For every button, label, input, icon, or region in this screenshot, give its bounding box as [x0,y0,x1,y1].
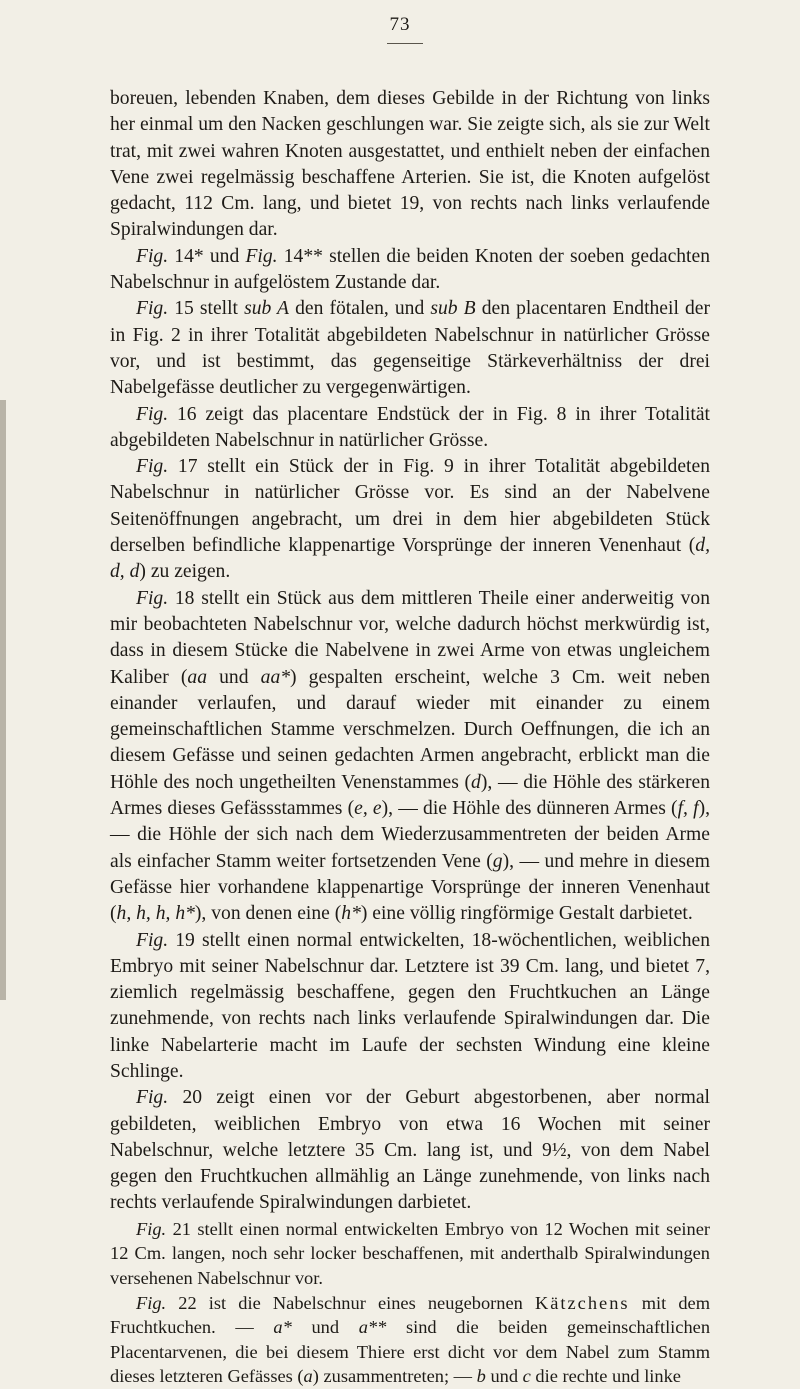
fig-label: Fig. [136,1292,167,1313]
sub-a-label: sub A [244,298,290,320]
fig-label: Fig. [136,456,169,478]
fig-label: Fig. [136,403,169,425]
paragraph-fig-17: Fig. 17 stellt ein Stück der in Fig. 9 in ihrer Totalität abgebildeten Nabelschnur in natürlicher Grösse vor. Es sind an der Nabelvene Seitenöffnungen angebracht, um drei in dem hier abgebildeten Stück derselben befindliche klappenartige Vorsprünge der inneren Venenhaut (d, d, d) zu zeigen. [110,456,710,583]
paragraph-continuation: boreuen, lebenden Knaben, dem dieses Gebilde in der Richtung von links her einmal um den Nacken geschlungen war. Sie zeigte sich, als sie zur Welt trat, mit zwei wahren Knoten ausgestattet, und enthielt neben der einfachen Vene zwei regelmässig beschaffene Arterien. Sie ist, die Knoten aufgelöst gedacht, 112 Cm. lang, und bietet 19, von rechts nach links verlaufende Spiralwindungen dar. [110,88,710,241]
body-text [110,86,710,1389]
fig-label: Fig. [136,587,169,609]
paragraph-fig-19: Fig. 19 stellt einen normal entwickelten, 18-wöchentlichen, weiblichen Embryo mit seiner Nabelschnur dar. Letztere ist 39 Cm. lang, und bietet 7, ziemlich regelmässig beschaffene, gegen den Fruchtkuchen an Länge zunehmende, von rechts nach links verlaufende Spiralwindungen dar. Die linke Nabelarterie macht im Laufe der sechsten Windung eine kleine Schlinge. [110,929,710,1082]
fig-label: Fig. [136,929,169,951]
scan-edge-shadow [0,400,6,1000]
sub-b-label: sub B [430,298,476,320]
paragraph-fig-16: Fig. 16 zeigt das placentare Endstück der in Fig. 8 in ihrer Totalität abgebildeten Nabelschnur in natürlicher Grösse. [110,403,710,451]
fig-label: Fig. [136,1218,167,1239]
paragraph-fig-14: Fig. 14* und Fig. 14** stellen die beiden Knoten der soeben gedachten Nabelschnur in aufgelöstem Zustande dar. [110,245,710,294]
paragraph-fig-15: Fig. 15 stellt sub A den fötalen, und sub B den placentaren Endtheil der in Fig. 2 in ihrer Totalität abgebildeten Nabelschnur in natürlicher Grösse vor, und ist bestimmt, das gegenseitige Stärkeverhältniss der drei Nabelgefässe deutlicher zu vergegenwärtigen. [110,298,711,399]
fig-label: Fig. [136,1087,169,1109]
fig-label: Fig. [136,298,169,320]
page-number: 73 [389,14,411,35]
paragraph-fig-20: Fig. 20 zeigt einen vor der Geburt abgestorbenen, aber normal gebildeten, weiblichen Embryo von etwa 16 Wochen mit seiner Nabelschnur, welche letztere 35 Cm. lang ist, und 9½, von dem Nabel gegen den Fruchtkuchen allmählig an Länge zunehmende, von links nach rechts verlaufende Spiralwindungen darbietet. [110,1087,710,1214]
paragraph-fig-22: Fig. 22 ist die Nabelschnur eines neugebornen Kätzchens mit dem Fruchtkuchen. — a* und a** sind die beiden gemeinschaftlichen Placentarvenen, die bei diesem Thiere erst dicht vor dem Nabel zum Stamm dieses letzteren Gefässes (a) zusammentreten; — b und c die rechte und linke [110,1292,711,1387]
fig-label: Fig. [245,245,278,267]
fig-label: Fig. [136,245,169,267]
page-number-underline [387,43,423,44]
paragraph-fig-18: Fig. 18 stellt ein Stück aus dem mittleren Theile einer anderweitig von mir beobachteten Nabelschnur vor, welche dadurch höchst merkwürdig ist, dass in diesem Stücke die Nabelvene in zwei Arme von etwas ungleichem Kaliber (aa und aa*) gespalten erscheint, welche 3 Cm. weit neben einander verlaufen, und darauf wieder mit einander zu einem gemeinschaftlichen Stamme verschmelzen. Durch Oeffnungen, die ich an diesem Gefässe und seinen gedachten Armen angebracht, erblickt man die Höhle des noch ungetheilten Venenstammes (d), — die Höhle des stärkeren Armes dieses Gefässstammes (e, e), — die Höhle des dünneren Armes (f, f), — die Höhle der sich nach dem Wiederzusammentreten der beiden Arme als einfacher Stamm weiter fortsetzenden Vene (g), — und mehre in diesem Gefässe hier vorhandene klappenartige Vorsprünge der inneren Venenhaut (h, h, h, h*), von denen eine (h*) eine völlig ringförmige Gestalt darbietet. [110,587,711,925]
paragraph-fig-21: Fig. 21 stellt einen normal entwickelten Embryo von 12 Wochen mit seiner 12 Cm. langen, noch sehr locker beschaffenen, mit anderthalb Spiralwindungen versehenen Nabelschnur vor. [110,1218,710,1288]
